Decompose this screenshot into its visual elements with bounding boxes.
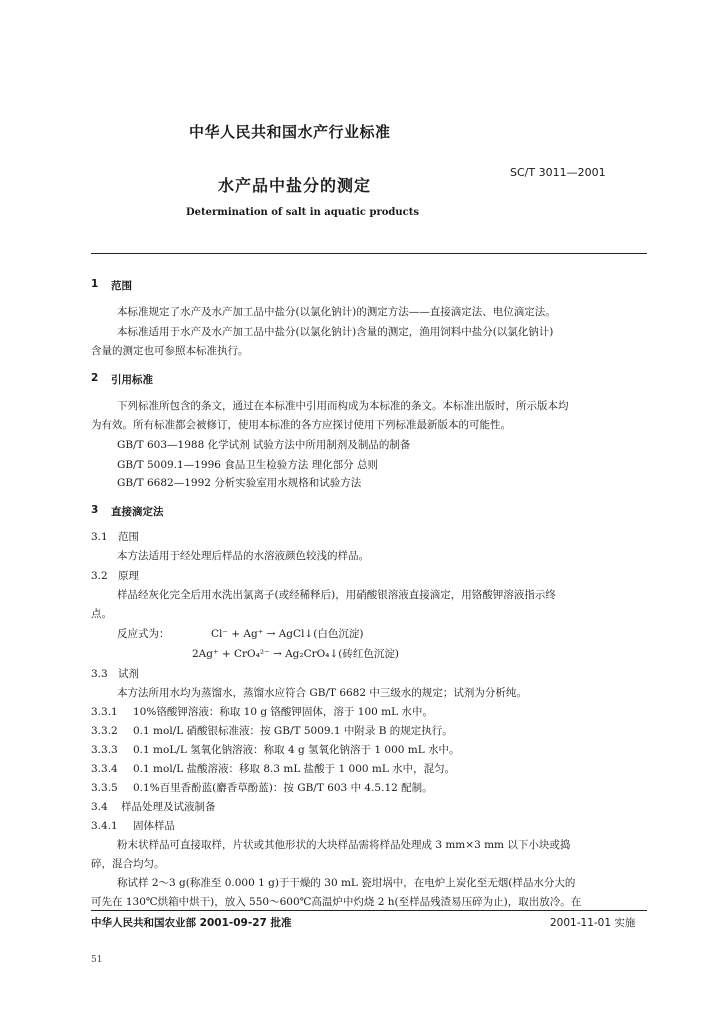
reaction-equation-1: Cl⁻ + Ag⁺ → AgCl↓(白色沉淀) xyxy=(211,628,364,640)
doc-title: 水产品中盐分的测定 xyxy=(218,176,372,195)
reagent-1: 10%铬酸钾溶液：称取 10 g 铬酸钾固体，溶于 100 mL 水中。 xyxy=(133,706,433,718)
section-3-4-1-para-a: 粉末状样品可直接取样，片状或其他形状的大块样品需将样品处理成 3 mm×3 mm 以下小块或捣 xyxy=(117,839,571,851)
section-2-number: 2 xyxy=(91,372,99,384)
section-3-4-1-para-b: 碎，混合均匀。 xyxy=(91,858,165,870)
effective-date: 2001-11-01 实施 xyxy=(550,917,636,929)
section-3-2-title: 原理 xyxy=(118,570,139,582)
section-3-2-para-a: 样品经灰化完全后用水洗出氯离子(或经稀释后)，用硝酸银溶液直接滴定，用铬酸钾溶液指示终 xyxy=(117,589,556,601)
reagent-3: 0.1 moL/L 氢氧化钠溶液：称取 4 g 氢氧化钠溶于 1 000 mL 水中。 xyxy=(133,744,460,756)
section-1-para-2b: 含量的测定也可参照本标准执行。 xyxy=(91,345,249,357)
section-1-number: 1 xyxy=(91,278,99,290)
section-2-title: 引用标准 xyxy=(111,374,153,386)
section-2-para-1b: 为有效。所有标准都会被修订，使用本标准的各方应探讨使用下列标准最新版本的可能性。 xyxy=(91,419,511,431)
section-3-4-1-title: 固体样品 xyxy=(133,820,175,832)
reagent-2: 0.1 mol/L 硝酸银标准液：按 GB/T 5009.1 中附录 B 的规定执行。 xyxy=(133,725,453,737)
reagent-4: 0.1 mol/L 盐酸溶液：移取 8.3 mL 盐酸于 1 000 mL 水中，混匀。 xyxy=(133,763,456,775)
standard-code: SC/T 3011—2001 xyxy=(510,166,606,179)
section-3-1-para: 本方法适用于经处理后样品的水溶液颜色较浅的样品。 xyxy=(117,550,369,562)
section-1-para-1: 本标准规定了水产及水产加工品中盐分(以氯化钠计)的测定方法——直接滴定法、电位滴定法。 xyxy=(117,306,556,318)
reaction-label: 反应式为： xyxy=(117,628,170,640)
section-3-2-para-b: 点。 xyxy=(91,608,112,620)
header-rule xyxy=(91,253,647,254)
reagent-4-number: 3.3.4 xyxy=(91,763,118,775)
footer-rule xyxy=(91,910,647,911)
reference-1: GB/T 603—1988 化学试剂 试验方法中所用制剂及制品的制备 xyxy=(117,439,411,451)
section-3-3-number: 3.3 xyxy=(91,668,108,680)
reference-3: GB/T 6682—1992 分析实验室用水规格和试验方法 xyxy=(117,477,362,489)
reagent-5-number: 3.3.5 xyxy=(91,782,118,794)
section-3-1-number: 3.1 xyxy=(91,531,108,543)
section-3-2-number: 3.2 xyxy=(91,570,108,582)
section-1-title: 范围 xyxy=(111,280,132,292)
section-3-4-1-number: 3.4.1 xyxy=(91,820,118,832)
reaction-equation-2: 2Ag⁺ + CrO₄²⁻ → Ag₂CrO₄↓(砖红色沉淀) xyxy=(192,648,399,660)
reagent-5: 0.1%百里香酚蓝(麝香草酚蓝)：按 GB/T 603 中 4.5.12 配制。 xyxy=(133,782,433,794)
section-3-number: 3 xyxy=(91,504,99,516)
approval-line: 中华人民共和国农业部 2001-09-27 批准 xyxy=(91,917,292,929)
section-3-1-title: 范围 xyxy=(118,531,139,543)
section-3-3-para: 本方法所用水均为蒸馏水，蒸馏水应符合 GB/T 6682 中三级水的规定；试剂为分析纯。 xyxy=(117,687,527,699)
section-3-4-title: 样品处理及试液制备 xyxy=(121,801,216,813)
reagent-1-number: 3.3.1 xyxy=(91,706,118,718)
reagent-3-number: 3.3.3 xyxy=(91,744,118,756)
english-title: Determination of salt in aquatic products xyxy=(186,207,420,218)
section-3-3-title: 试剂 xyxy=(118,668,139,680)
section-3-4-1-para-c: 称试样 2～3 g(称准至 0.000 1 g)于干燥的 30 mL 瓷坩埚中，在电炉上炭化至无烟(样品水分大的 xyxy=(117,877,576,889)
section-3-4-number: 3.4 xyxy=(91,801,108,813)
page-number: 51 xyxy=(91,955,103,965)
reference-2: GB/T 5009.1—1996 食品卫生检验方法 理化部分 总则 xyxy=(117,459,378,471)
org-title: 中华人民共和国水产行业标准 xyxy=(189,123,391,141)
section-1-para-2a: 本标准适用于水产及水产加工品中盐分(以氯化钠计)含量的测定，渔用饲料中盐分(以氯化钠计) xyxy=(117,326,554,338)
reagent-2-number: 3.3.2 xyxy=(91,725,118,737)
section-3-4-1-para-d: 可先在 130℃烘箱中烘干)，放入 550～600℃高温炉中灼烧 2 h(至样品残渣易压碎为止)，取出放冷。在 xyxy=(91,896,582,908)
section-3-title: 直接滴定法 xyxy=(111,506,164,518)
section-2-para-1a: 下列标准所包含的条文，通过在本标准中引用而构成为本标准的条文。本标准出版时，所示版本均 xyxy=(117,400,569,412)
